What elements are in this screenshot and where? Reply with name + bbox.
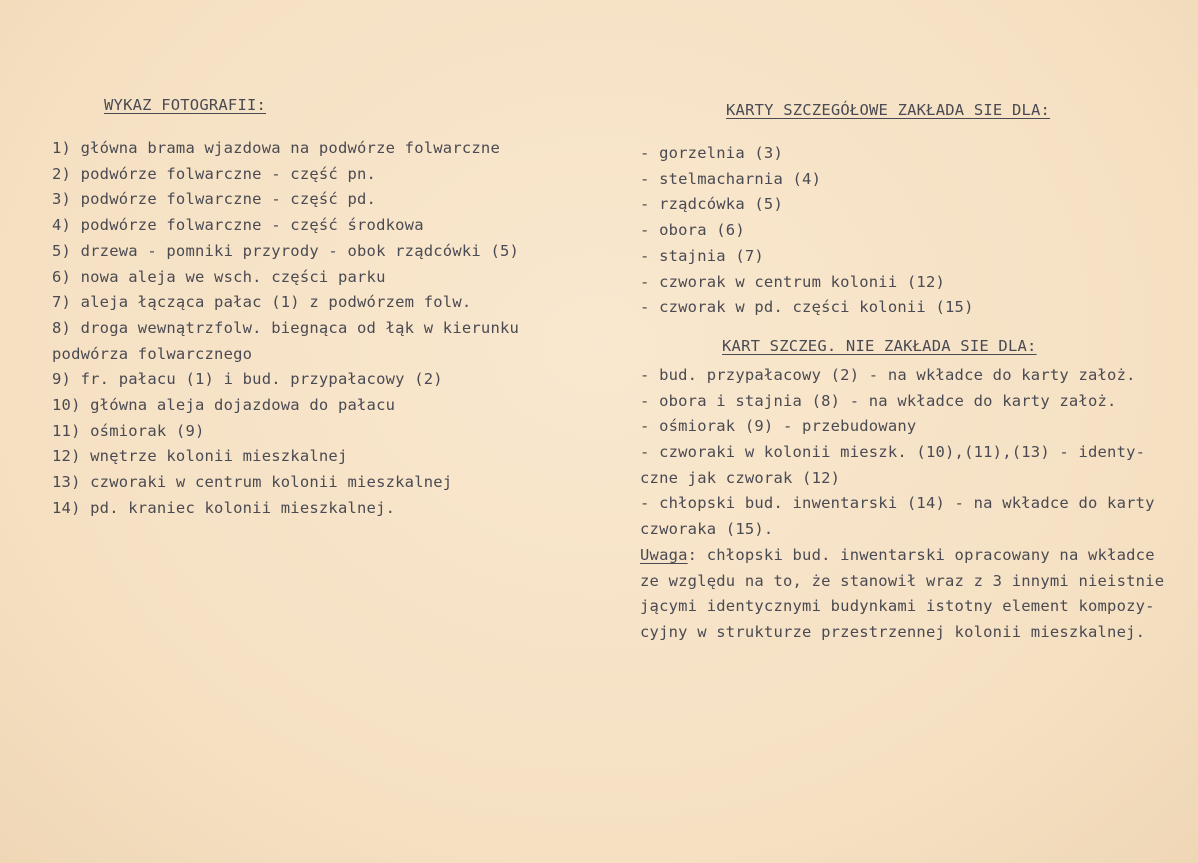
photo-item: 3) podwórze folwarczne - część pd. (52, 190, 377, 209)
no-card-item: - obora i stajnia (8) - na wkładce do karty założ. (640, 391, 1117, 410)
note-block (640, 543, 1196, 646)
detailed-card-item: - rządcówka (5) (640, 195, 783, 214)
no-card-item-continuation: czworaka (15). (640, 520, 774, 539)
photo-item-continuation: podwórza folwarcznego (52, 344, 253, 363)
photo-item: 9) fr. pałacu (1) i bud. przypałacowy (2) (52, 370, 443, 389)
detailed-card-item: - czworak w pd. części kolonii (15) (640, 298, 974, 317)
note-line: ze względu na to, że stanowił wraz z 3 innymi nieistnie (640, 571, 1165, 590)
detailed-card-item: - stajnia (7) (640, 246, 764, 265)
photo-item: 2) podwórze folwarczne - część pn. (52, 164, 377, 183)
photo-item: 1) główna brama wjazdowa na podwórze folwarczne (52, 139, 500, 157)
photo-item: 14) pd. kraniec kolonii mieszkalnej. (52, 498, 396, 517)
photo-item: 5) drzewa - pomniki przyrody - obok rządcówki (5) (52, 241, 520, 260)
note-line: jącymi identycznymi budynkami istotny element kompozy- (640, 597, 1155, 616)
detailed-card-item: - czworak w centrum kolonii (12) (640, 272, 946, 291)
note-line (640, 543, 1196, 569)
photo-item: 12) wnętrze kolonii mieszkalnej (52, 447, 348, 466)
detailed-card-item: - obora (6) (640, 221, 745, 240)
no-cards-list (640, 363, 1196, 543)
detailed-cards-list (640, 141, 1196, 321)
note-line: cyjny w strukturze przestrzennej kolonii mieszkalnej. (640, 622, 1146, 641)
photo-list-heading: WYKAZ FOTOGRAFII: (104, 96, 267, 114)
cards-section (640, 101, 1196, 646)
photo-item: 13) czworaki w centrum kolonii mieszkalnej (52, 473, 453, 492)
photo-item: 4) podwórze folwarczne - część środkowa (52, 216, 424, 235)
photo-item: 6) nowa aleja we wsch. części parku (52, 267, 386, 286)
photo-item: 8) droga wewnątrzfolw. biegnąca od łąk w kierunku (52, 318, 520, 337)
no-card-item: - czworaki w kolonii mieszk. (10),(11),(13) - identy- (640, 443, 1146, 462)
photo-item: 10) główna aleja dojazdowa do pałacu (52, 396, 396, 415)
detailed-card-item: - stelmacharnia (4) (640, 169, 822, 188)
no-card-item: - ośmiorak (9) - przebudowany (640, 417, 917, 436)
no-card-item-continuation: czne jak czworak (12) (640, 468, 841, 487)
photo-item: 11) ośmiorak (9) (52, 421, 205, 440)
photo-list (52, 136, 572, 522)
photo-item: 7) aleja łącząca pałac (1) z podwórzem folw. (52, 293, 472, 312)
note-line-text: : chłopski bud. inwentarski opracowany na wkładce (687, 545, 1155, 564)
note-label: Uwaga (640, 545, 688, 564)
detailed-card-item: - gorzelnia (3) (640, 144, 783, 162)
no-card-item: - bud. przypałacowy (2) - na wkładce do karty założ. (640, 365, 1136, 384)
no-card-item: - chłopski bud. inwentarski (14) - na wkładce do karty (640, 494, 1155, 513)
no-cards-heading: KART SZCZEG. NIE ZAKŁADA SIE DLA: (722, 336, 1037, 355)
detailed-cards-heading: KARTY SZCZEGÓŁOWE ZAKŁADA SIE DLA: (726, 101, 1051, 119)
photo-list-section (52, 96, 572, 522)
